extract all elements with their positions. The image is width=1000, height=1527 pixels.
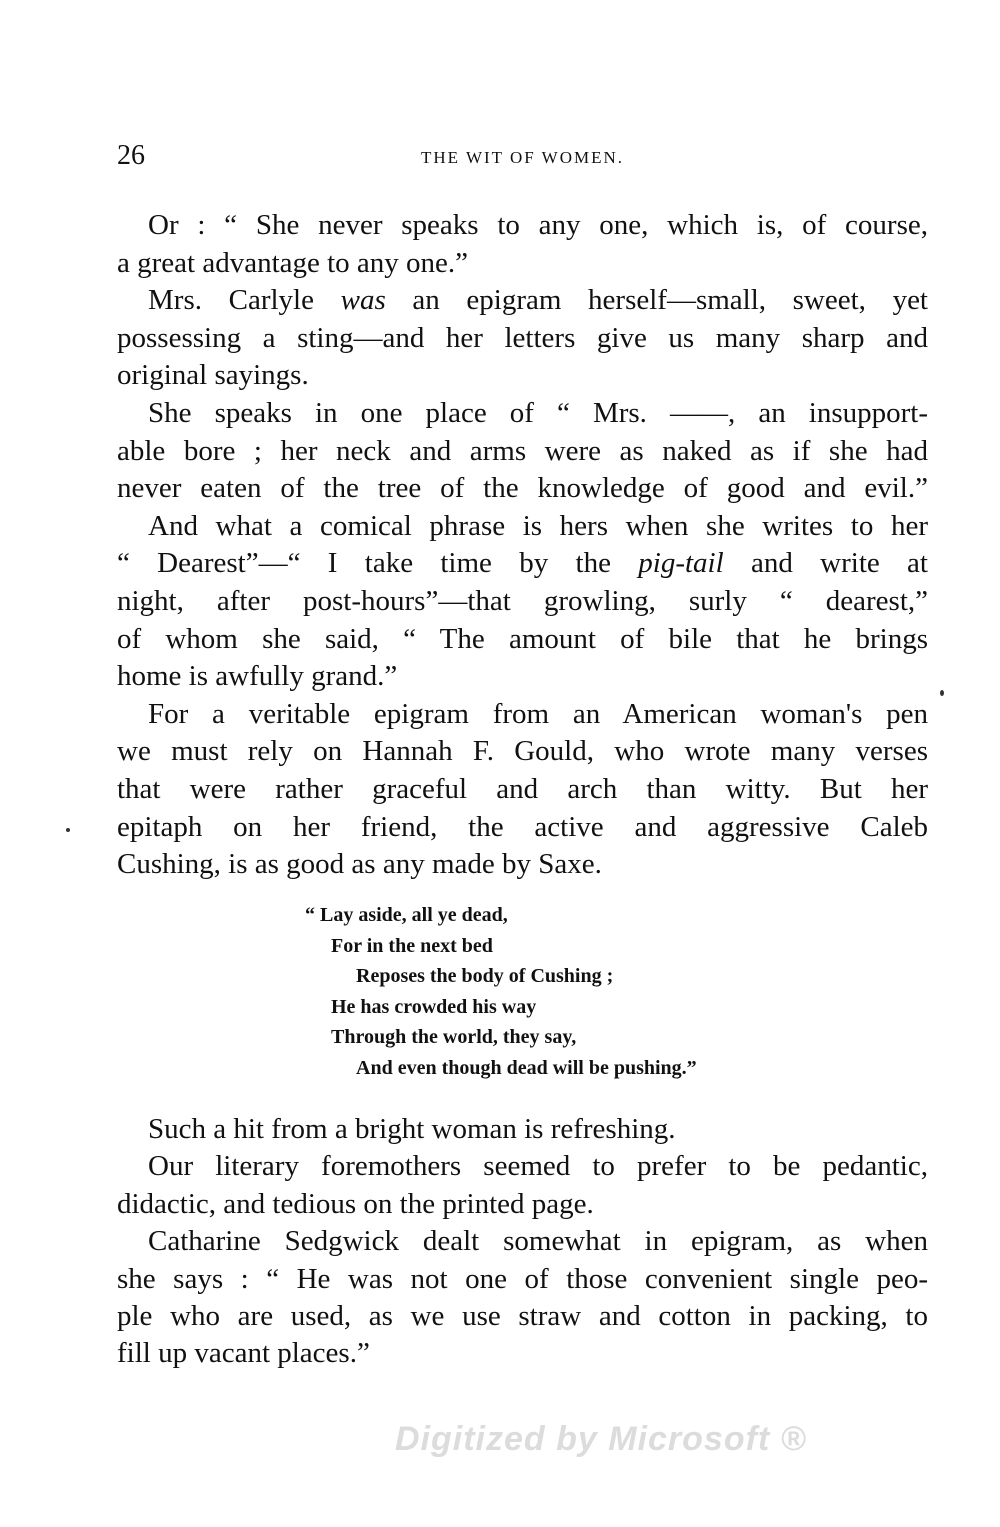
text-segment: “ Dearest”—“ I take time by the <box>117 547 639 580</box>
text-segment: and write at <box>723 547 928 580</box>
text-line: Or : “ She never speaks to any one, which is, of course, <box>148 209 928 241</box>
text-line: possessing a sting—and her letters give us many sharp and <box>117 321 928 354</box>
text-line: of whom she said, “ The amount of bile that he brings <box>117 622 928 655</box>
poem-line: Reposes the body of Cushing ; <box>356 965 614 988</box>
text-line <box>117 546 928 580</box>
text-line: Our literary foremothers seemed to prefer to be pedantic, <box>148 1150 928 1183</box>
text-segment: an epigram herself—small, sweet, yet <box>385 284 928 317</box>
text-line <box>148 283 928 317</box>
text-line: she says : “ He was not one of those convenient single peo- <box>117 1262 928 1295</box>
poem-line: He has crowded his way <box>331 995 537 1018</box>
page-header <box>117 140 928 180</box>
italic-text: was <box>340 284 386 317</box>
text-line: Cushing, is as good as any made by Saxe. <box>117 848 602 881</box>
poem-line: “ Lay aside, all ye dead, <box>305 904 508 926</box>
text-line: For a veritable epigram from an American woman's pen <box>148 697 928 730</box>
text-line: night, after post-hours”—that growling, surly “ dearest,” <box>117 585 928 617</box>
text-line: fill up vacant places.” <box>117 1337 370 1370</box>
text-line: Such a hit from a bright woman is refreshing. <box>148 1113 676 1145</box>
text-line: ple who are used, as we use straw and cotton in packing, to <box>117 1300 928 1332</box>
poem-line: For in the next bed <box>331 934 493 957</box>
text-line: a great advantage to any one.” <box>117 246 469 279</box>
digitized-watermark: Digitized by Microsoft ® <box>395 1420 807 1458</box>
italic-text: pig-tail <box>638 547 724 580</box>
poem-line: And even though dead will be pushing.” <box>356 1057 697 1079</box>
text-line: that were rather graceful and arch than witty. But her <box>117 773 928 805</box>
text-line: home is awfully grand.” <box>117 660 398 693</box>
text-line: And what a comical phrase is hers when she writes to her <box>148 509 928 542</box>
scan-speck <box>940 690 944 696</box>
text-line: didactic, and tedious on the printed page. <box>117 1187 594 1220</box>
text-line: original sayings. <box>117 359 309 392</box>
running-title: THE WIT OF WOMEN. <box>420 148 625 167</box>
text-line: able bore ; her neck and arms were as naked as if she had <box>117 434 928 467</box>
text-line: epitaph on her friend, the active and aggressive Caleb <box>117 810 928 843</box>
text-segment: Mrs. Carlyle <box>148 284 341 317</box>
text-line: we must rely on Hannah F. Gould, who wrote many verses <box>117 735 928 768</box>
poem-line: Through the world, they say, <box>331 1026 577 1049</box>
text-line: never eaten of the tree of the knowledge of good and evil.” <box>117 472 928 505</box>
text-line: She speaks in one place of “ Mrs. ——, an insupport- <box>148 397 928 429</box>
scan-speck <box>66 828 70 832</box>
page-number: 26 <box>117 140 145 171</box>
text-line: Catharine Sedgwick dealt somewhat in epigram, as when <box>148 1225 928 1258</box>
